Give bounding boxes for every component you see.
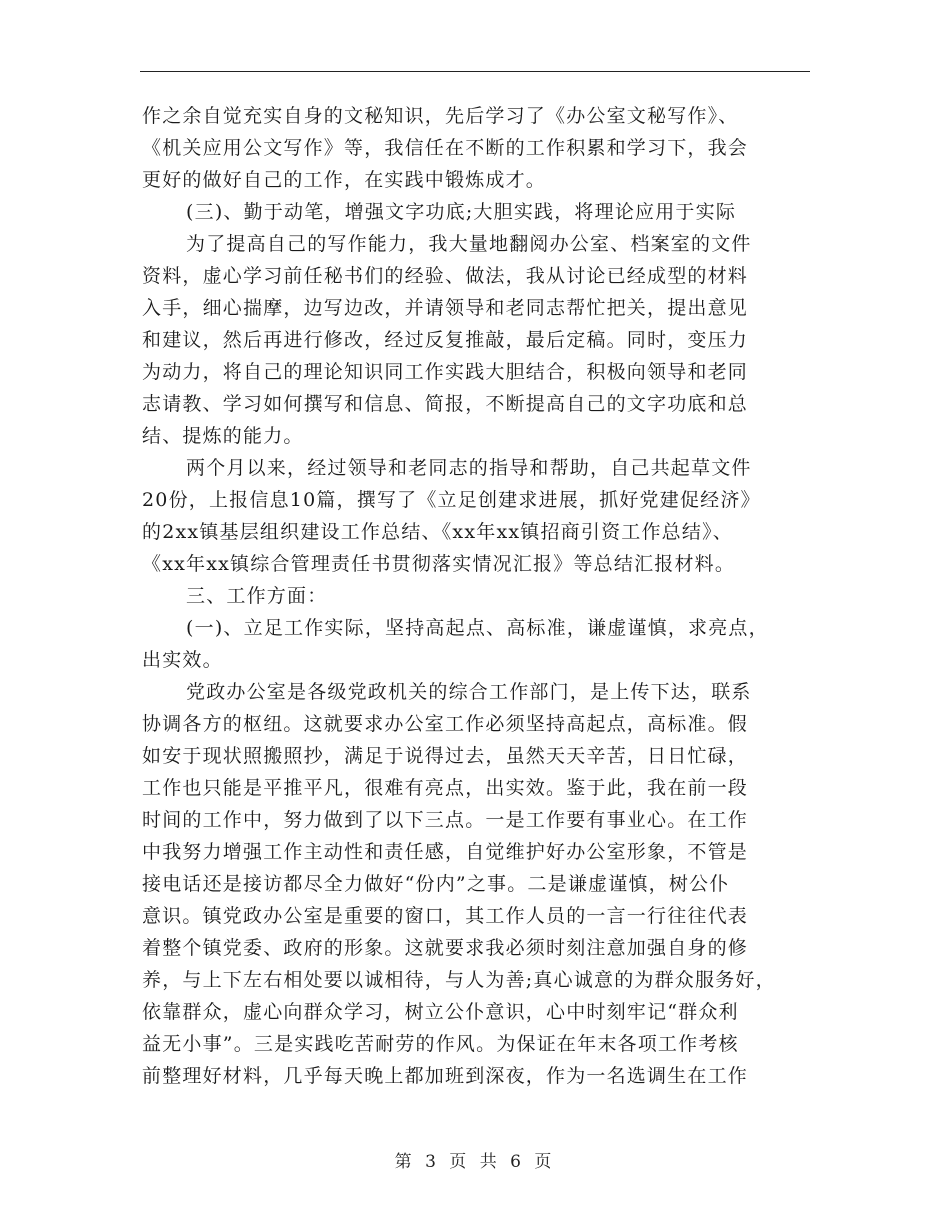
text-line: 《机关应用公文写作》等，我信任在不断的工作积累和学习下，我会 bbox=[142, 137, 749, 159]
text-line: 结、提炼的能力。 bbox=[142, 425, 304, 447]
text-line: 依靠群众，虚心向群众学习，树立公仆意识，心中时刻牢记“群众利 bbox=[142, 1001, 739, 1023]
text-line: 如安于现状照搬照抄，满足于说得过去，虽然天天辛苦，日日忙碌， bbox=[142, 745, 749, 767]
section-heading: (三)、勤于动笔，增强文字功底;大胆实践，将理论应用于实际 bbox=[186, 201, 737, 223]
text-line: 接电话还是接访都尽全力做好“份内”之事。二是谦虚谨慎，树公仆 bbox=[142, 873, 730, 895]
text-line: 两个月以来，经过领导和老同志的指导和帮助，自己共起草文件 bbox=[186, 457, 752, 479]
text-line: 时间的工作中，努力做到了以下三点。一是工作要有事业心。在工作 bbox=[142, 809, 749, 831]
text-line: 着整个镇党委、政府的形象。这就要求我必须时刻注意加强自身的修 bbox=[142, 937, 749, 959]
section-heading: 三、工作方面： bbox=[186, 585, 328, 607]
text-line: 为动力，将自己的理论知识同工作实践大胆结合，积极向领导和老同 bbox=[142, 361, 749, 383]
text-line: 更好的做好自己的工作，在实践中锻炼成才。 bbox=[142, 169, 547, 191]
text-line: 意识。镇党政办公室是重要的窗口，其工作人员的一言一行往往代表 bbox=[142, 905, 749, 927]
section-heading: (一)、立足工作实际，坚持高起点、高标准，谦虚谨慎，求亮点， bbox=[186, 617, 769, 639]
text-line: 出实效。 bbox=[142, 649, 223, 671]
text-line: 资料，虚心学习前任秘书们的经验、做法，我从讨论已经成型的材料 bbox=[142, 265, 749, 287]
page-number-footer: 第 3 页 共 6 页 bbox=[394, 1152, 556, 1172]
text-line: 党政办公室是各级党政机关的综合工作部门，是上传下达，联系 bbox=[186, 681, 752, 703]
text-line: 协调各方的枢纽。这就要求办公室工作必须坚持高起点，高标准。假 bbox=[142, 713, 749, 735]
text-line: 工作也只能是平推平凡，很难有亮点，出实效。鉴于此，我在前一段 bbox=[142, 777, 749, 799]
text-line: 作之余自觉充实自身的文秘知识，先后学习了《办公室文秘写作》、 bbox=[142, 105, 739, 127]
text-line: 20份，上报信息10篇，撰写了《立足创建求进展，抓好党建促经济》 bbox=[142, 489, 761, 511]
header-rule bbox=[140, 71, 810, 72]
text-line: 为了提高自己的写作能力，我大量地翻阅办公室、档案室的文件 bbox=[186, 233, 752, 255]
text-line: 《xx年xx镇综合管理责任书贯彻落实情况汇报》等总结汇报材料。 bbox=[142, 553, 736, 575]
text-line: 前整理好材料，几乎每天晚上都加班到深夜，作为一名选调生在工作 bbox=[142, 1065, 749, 1087]
body-text bbox=[142, 100, 812, 1092]
text-line: 益无小事”。三是实践吃苦耐劳的作风。为保证在年末各项工作考核 bbox=[142, 1033, 739, 1055]
text-line: 中我努力增强工作主动性和责任感，自觉维护好办公室形象，不管是 bbox=[142, 841, 749, 863]
text-line: 养，与上下左右相处要以诚相待，与人为善;真心诚意的为群众服务好， bbox=[142, 969, 776, 991]
text-line: 志请教、学习如何撰写和信息、简报，不断提高自己的文字功底和总 bbox=[142, 393, 749, 415]
text-line: 的2xx镇基层组织建设工作总结、《xx年xx镇招商引资工作总结》、 bbox=[142, 521, 733, 543]
text-line: 和建议，然后再进行修改，经过反复推敲，最后定稿。同时，变压力 bbox=[142, 329, 749, 351]
text-line: 入手，细心揣摩，边写边改，并请领导和老同志帮忙把关，提出意见 bbox=[142, 297, 749, 319]
